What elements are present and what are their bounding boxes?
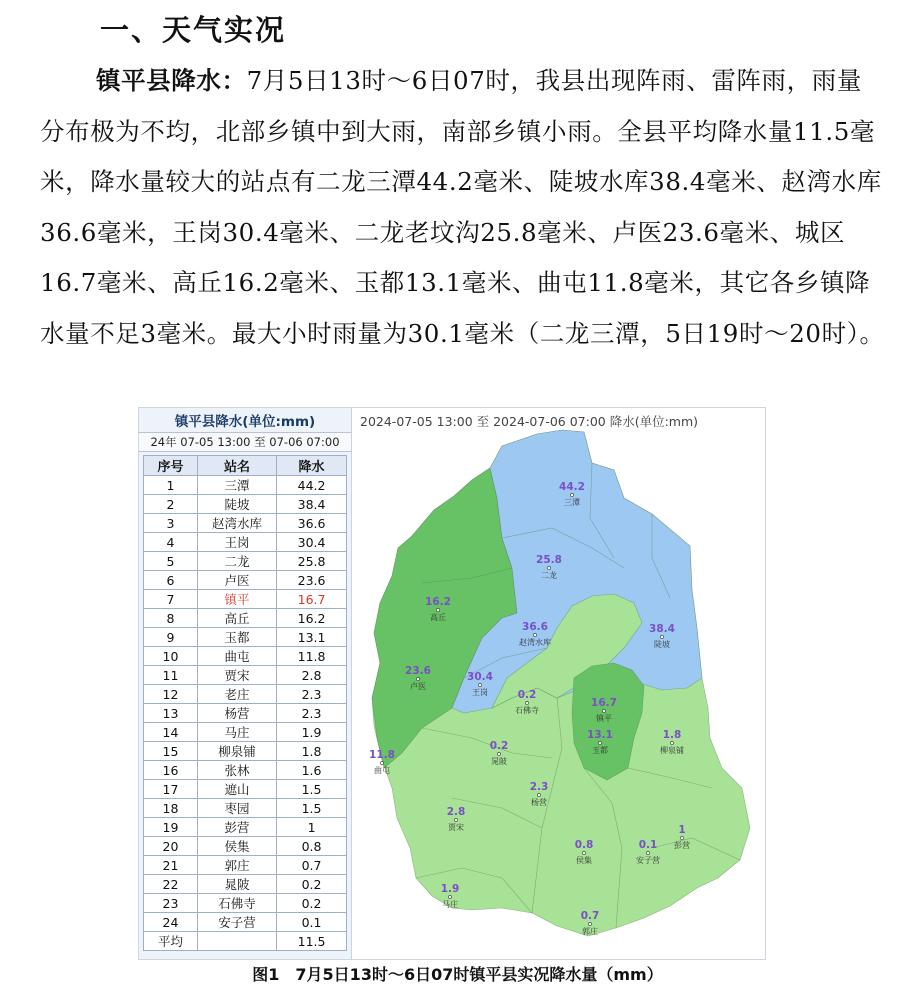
cell-no: 15 bbox=[144, 742, 198, 761]
cell-no: 18 bbox=[144, 799, 198, 818]
cell-value: 2.3 bbox=[277, 685, 347, 704]
station-value: 0.2 bbox=[489, 740, 509, 752]
cell-value: 16.7 bbox=[277, 590, 347, 609]
table-row bbox=[144, 913, 347, 932]
cell-no: 24 bbox=[144, 913, 198, 932]
station-dot bbox=[660, 635, 663, 638]
table-row bbox=[144, 609, 347, 628]
station-dot bbox=[602, 709, 605, 712]
station-name: 贾宋 bbox=[448, 823, 464, 832]
map-title: 2024-07-05 13:00 至 2024-07-06 07:00 降水(单位:mm) bbox=[360, 414, 699, 429]
cell-no: 11 bbox=[144, 666, 198, 685]
table-row bbox=[144, 685, 347, 704]
station-name: 二龙 bbox=[541, 571, 557, 580]
cell-name: 陡坡 bbox=[197, 495, 276, 514]
paragraph-text: 7月5日13时～6日07时，我县出现阵雨、雷阵雨，雨量分布极为不均，北部乡镇中到大雨，南部乡镇小雨。全县平均降水量11.5毫米，降水量较大的站点有二龙三潭44.2毫米、陡坡水库38.4毫米、赵湾水库36.6毫米，王岗30.4毫米、二龙老坟沟25.8毫米、卢医23.6毫米、城区16.7毫米、高丘16.2毫米、玉都13.1毫米、曲屯11.8毫米，其它各乡镇降水量不足3毫米。最大小时雨量为30.1毫米（二龙三潭，5日19时～20时）。 bbox=[40, 66, 885, 348]
cell-name: 侯集 bbox=[197, 837, 276, 856]
cell-name: 石佛寺 bbox=[197, 894, 276, 913]
cell-name: 二龙 bbox=[197, 552, 276, 571]
cell-no: 13 bbox=[144, 704, 198, 723]
station-value: 11.8 bbox=[369, 749, 395, 761]
station-dot bbox=[448, 895, 451, 898]
station-value: 2.3 bbox=[529, 781, 549, 793]
station-value: 16.2 bbox=[425, 596, 451, 608]
cell-name: 卢医 bbox=[197, 571, 276, 590]
station-dot bbox=[582, 851, 585, 854]
table-row bbox=[144, 780, 347, 799]
cell-no: 4 bbox=[144, 533, 198, 552]
table-header-row bbox=[144, 456, 347, 476]
station-name: 王岗 bbox=[472, 688, 488, 697]
station-dot bbox=[680, 836, 683, 839]
station-value: 23.6 bbox=[405, 665, 431, 677]
station-dot bbox=[525, 701, 528, 704]
table-row bbox=[144, 723, 347, 742]
station-name: 晁陂 bbox=[491, 757, 507, 766]
station-name: 三潭 bbox=[564, 498, 580, 507]
header-name: 站名 bbox=[197, 456, 276, 476]
cell-no: 9 bbox=[144, 628, 198, 647]
table-row bbox=[144, 571, 347, 590]
cell-value: 1.6 bbox=[277, 761, 347, 780]
station-value: 0.8 bbox=[574, 839, 594, 851]
station-name: 侯集 bbox=[576, 856, 592, 865]
table-range: 24年 07-05 13:00 至 07-06 07:00 bbox=[139, 432, 351, 452]
cell-no: 20 bbox=[144, 837, 198, 856]
cell-no: 14 bbox=[144, 723, 198, 742]
table-row bbox=[144, 704, 347, 723]
station-name: 郭庄 bbox=[582, 927, 598, 936]
cell-no: 21 bbox=[144, 856, 198, 875]
cell-value: 16.2 bbox=[277, 609, 347, 628]
cell-value: 1 bbox=[277, 818, 347, 837]
average-spacer bbox=[197, 932, 276, 951]
station-value: 38.4 bbox=[649, 623, 675, 635]
cell-no: 12 bbox=[144, 685, 198, 704]
rainfall-table bbox=[143, 455, 347, 951]
cell-value: 1.5 bbox=[277, 799, 347, 818]
station-name: 陡坡 bbox=[654, 640, 670, 649]
cell-name: 晁陂 bbox=[197, 875, 276, 894]
station-value: 30.4 bbox=[467, 671, 493, 683]
station-dot bbox=[598, 741, 601, 744]
cell-no: 22 bbox=[144, 875, 198, 894]
table-row bbox=[144, 628, 347, 647]
station-name: 高丘 bbox=[430, 613, 446, 622]
cell-name: 枣园 bbox=[197, 799, 276, 818]
cell-value: 2.3 bbox=[277, 704, 347, 723]
cell-name: 马庄 bbox=[197, 723, 276, 742]
station-dot bbox=[588, 922, 591, 925]
station-value: 44.2 bbox=[559, 481, 585, 493]
cell-no: 7 bbox=[144, 590, 198, 609]
cell-no: 16 bbox=[144, 761, 198, 780]
station-dot bbox=[436, 608, 439, 611]
cell-no: 3 bbox=[144, 514, 198, 533]
cell-name: 镇平 bbox=[197, 590, 276, 609]
cell-no: 10 bbox=[144, 647, 198, 666]
table-row bbox=[144, 590, 347, 609]
cell-name: 赵湾水库 bbox=[197, 514, 276, 533]
average-label: 平均 bbox=[144, 932, 198, 951]
cell-name: 玉都 bbox=[197, 628, 276, 647]
cell-name: 遮山 bbox=[197, 780, 276, 799]
table-row bbox=[144, 666, 347, 685]
header-value: 降水 bbox=[277, 456, 347, 476]
station-dot bbox=[533, 633, 536, 636]
cell-name: 老庄 bbox=[197, 685, 276, 704]
table-average-row bbox=[144, 932, 347, 951]
cell-value: 0.2 bbox=[277, 894, 347, 913]
table-row bbox=[144, 514, 347, 533]
station-value: 16.7 bbox=[591, 697, 617, 709]
cell-name: 贾宋 bbox=[197, 666, 276, 685]
station-dot bbox=[497, 752, 500, 755]
station-value: 0.2 bbox=[517, 689, 537, 701]
cell-no: 5 bbox=[144, 552, 198, 571]
cell-name: 王岗 bbox=[197, 533, 276, 552]
table-row bbox=[144, 647, 347, 666]
rainfall-figure bbox=[138, 407, 766, 960]
cell-name: 安子营 bbox=[197, 913, 276, 932]
station-name: 曲屯 bbox=[374, 766, 390, 775]
cell-value: 0.7 bbox=[277, 856, 347, 875]
station-dot bbox=[454, 818, 457, 821]
cell-name: 杨营 bbox=[197, 704, 276, 723]
table-row bbox=[144, 894, 347, 913]
cell-value: 11.8 bbox=[277, 647, 347, 666]
station-dot bbox=[537, 793, 540, 796]
cell-name: 柳泉铺 bbox=[197, 742, 276, 761]
cell-no: 1 bbox=[144, 476, 198, 495]
station-value: 36.6 bbox=[522, 621, 548, 633]
cell-name: 张林 bbox=[197, 761, 276, 780]
station-value: 1.8 bbox=[662, 729, 682, 741]
section-heading: 一、天气实况 bbox=[100, 13, 287, 47]
station-name: 赵湾水库 bbox=[519, 638, 551, 647]
cell-value: 0.8 bbox=[277, 837, 347, 856]
cell-name: 曲屯 bbox=[197, 647, 276, 666]
cell-no: 17 bbox=[144, 780, 198, 799]
cell-no: 23 bbox=[144, 894, 198, 913]
cell-no: 8 bbox=[144, 609, 198, 628]
station-dot bbox=[416, 677, 419, 680]
table-title: 镇平县降水(单位:mm) bbox=[174, 414, 316, 430]
station-dot bbox=[646, 851, 649, 854]
cell-name: 郭庄 bbox=[197, 856, 276, 875]
cell-value: 0.1 bbox=[277, 913, 347, 932]
station-value: 2.8 bbox=[446, 806, 466, 818]
figure-caption: 图1 7月5日13时～6日07时镇平县实况降水量（mm） bbox=[252, 965, 663, 984]
station-value: 1.9 bbox=[440, 883, 460, 895]
station-name: 安子营 bbox=[636, 856, 660, 865]
cell-value: 30.4 bbox=[277, 533, 347, 552]
table-row bbox=[144, 495, 347, 514]
table-row bbox=[144, 552, 347, 571]
station-dot bbox=[380, 761, 383, 764]
cell-name: 高丘 bbox=[197, 609, 276, 628]
station-name: 彭营 bbox=[674, 841, 690, 850]
station-name: 柳泉铺 bbox=[660, 746, 684, 755]
station-value: 1 bbox=[678, 824, 686, 836]
paragraph-lead: 镇平县降水： bbox=[96, 66, 247, 95]
station-dot bbox=[478, 683, 481, 686]
table-row bbox=[144, 875, 347, 894]
table-row bbox=[144, 533, 347, 552]
station-name: 卢医 bbox=[410, 682, 426, 691]
rainfall-map bbox=[352, 408, 765, 959]
table-row bbox=[144, 818, 347, 837]
table-row bbox=[144, 742, 347, 761]
station-value: 25.8 bbox=[536, 554, 562, 566]
station-value: 13.1 bbox=[587, 729, 613, 741]
cell-value: 1.9 bbox=[277, 723, 347, 742]
cell-value: 1.8 bbox=[277, 742, 347, 761]
table-row bbox=[144, 476, 347, 495]
station-dot bbox=[547, 566, 550, 569]
station-name: 镇平 bbox=[596, 714, 612, 723]
cell-name: 彭营 bbox=[197, 818, 276, 837]
table-row bbox=[144, 837, 347, 856]
cell-value: 44.2 bbox=[277, 476, 347, 495]
table-body bbox=[144, 476, 347, 951]
table-row bbox=[144, 761, 347, 780]
cell-value: 36.6 bbox=[277, 514, 347, 533]
rainfall-table-panel bbox=[139, 408, 352, 959]
table-row bbox=[144, 856, 347, 875]
table-row bbox=[144, 799, 347, 818]
rainfall-map-panel bbox=[352, 408, 765, 959]
station-dot bbox=[670, 741, 673, 744]
cell-no: 6 bbox=[144, 571, 198, 590]
station-name: 杨营 bbox=[531, 798, 547, 807]
cell-value: 25.8 bbox=[277, 552, 347, 571]
station-name: 玉都 bbox=[592, 746, 608, 755]
cell-no: 2 bbox=[144, 495, 198, 514]
header-no: 序号 bbox=[144, 456, 198, 476]
station-value: 0.1 bbox=[638, 839, 658, 851]
cell-value: 0.2 bbox=[277, 875, 347, 894]
station-dot bbox=[570, 493, 573, 496]
cell-value: 13.1 bbox=[277, 628, 347, 647]
station-name: 马庄 bbox=[442, 900, 458, 909]
cell-value: 23.6 bbox=[277, 571, 347, 590]
station-name: 石佛寺 bbox=[515, 706, 539, 715]
station-value: 0.7 bbox=[580, 910, 600, 922]
cell-name: 三潭 bbox=[197, 476, 276, 495]
cell-no: 19 bbox=[144, 818, 198, 837]
cell-value: 1.5 bbox=[277, 780, 347, 799]
cell-value: 38.4 bbox=[277, 495, 347, 514]
cell-value: 2.8 bbox=[277, 666, 347, 685]
average-value: 11.5 bbox=[277, 932, 347, 951]
rainfall-paragraph bbox=[40, 56, 885, 359]
